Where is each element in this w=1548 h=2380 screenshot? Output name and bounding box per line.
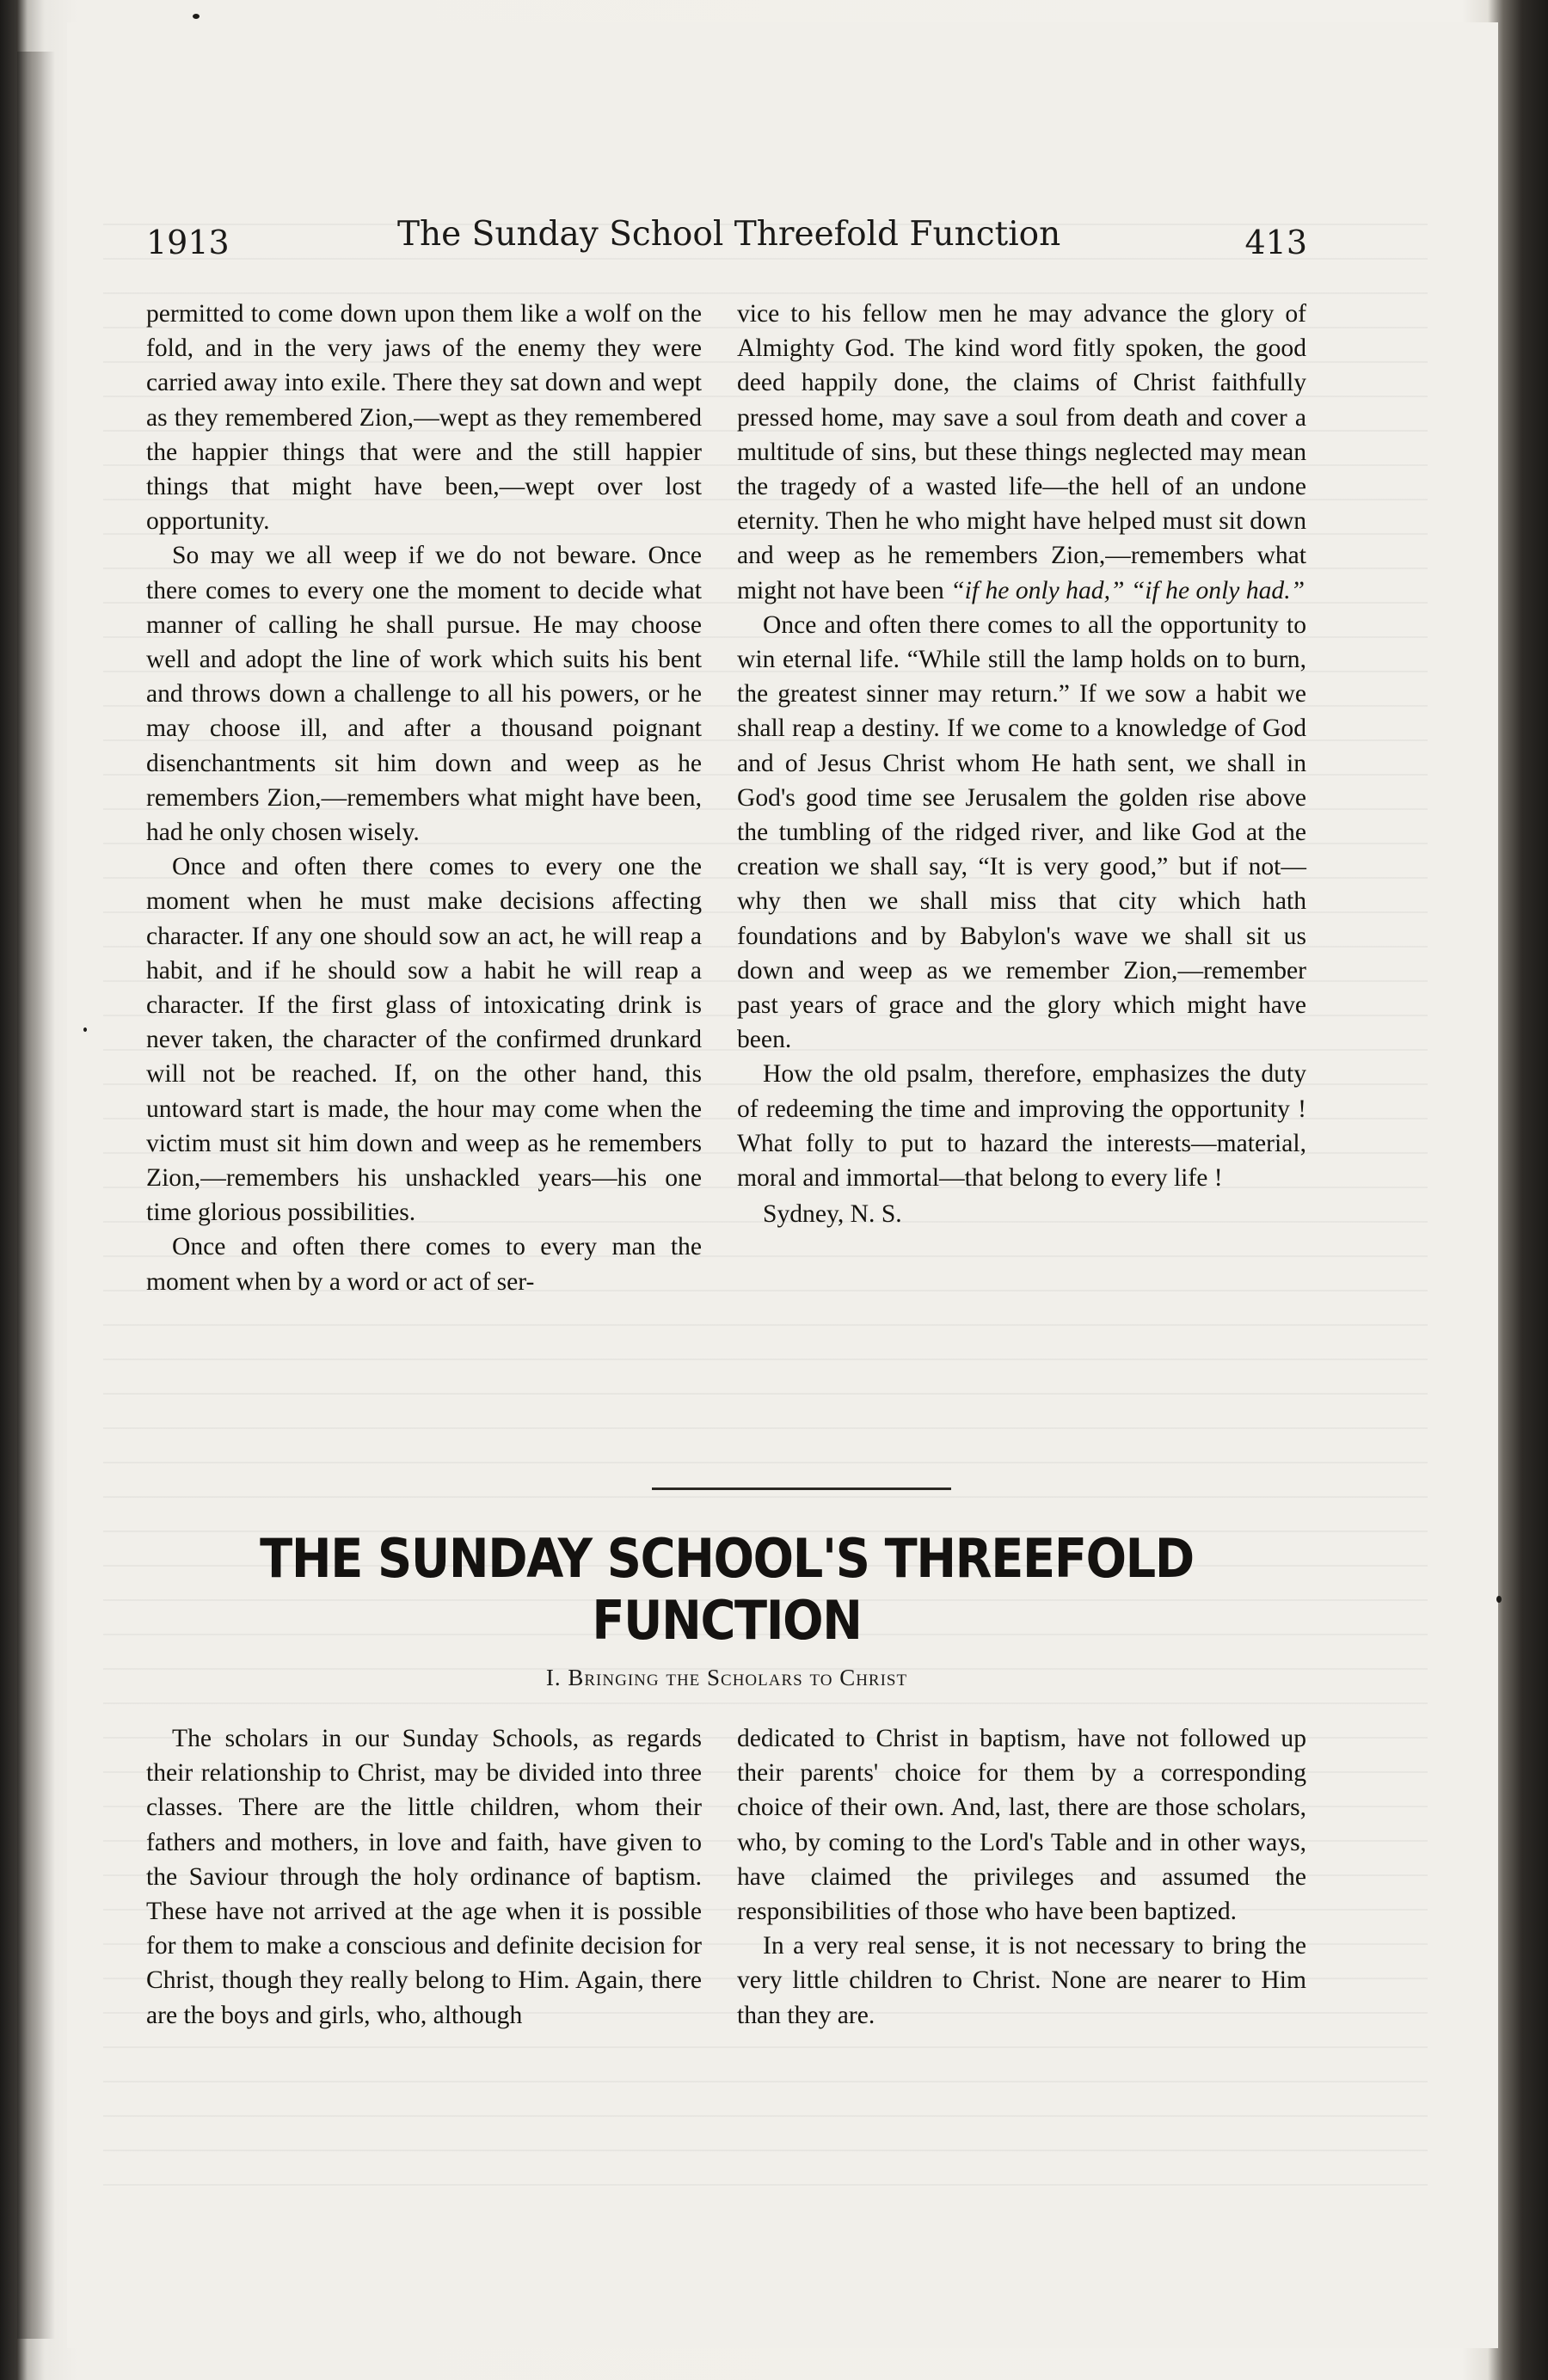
italic-quote: “if he only had.” [1130, 576, 1305, 604]
article-subtitle: I. Bringing the Scholars to Christ [545, 1665, 908, 1690]
paragraph: In a very real sense, it is not necessary to bring the very little children to Christ. None are nearer to Him than they are. [737, 1932, 1306, 2029]
article-right-column [737, 1721, 1306, 2033]
page-number: 413 [1244, 224, 1307, 261]
paragraph: permitted to come down upon them like a wolf on the fold, and in the very jaws of the enemy they were carried away into exile. There they sat down and wept as they remembered Zion,—wept as they remembered the happier things that were and the still happier things that might have been,—wept over lost opportunity. [146, 300, 702, 536]
running-head-year: 1913 [146, 224, 230, 261]
author-location: Sydney, N. S. [763, 1200, 902, 1229]
article-title-line: FUNCTION [592, 1589, 862, 1652]
italic-quote: “if he only had,” [950, 576, 1125, 604]
paragraph: How the old psalm, therefore, emphasizes the duty of redeeming the time and improving the opportunity ! What folly to put to hazard the interests—material, moral and immortal—that belong to every life ! [737, 1060, 1306, 1193]
article-title-line: THE SUNDAY SCHOOL'S THREEFOLD [260, 1527, 1194, 1590]
paragraph: Once and often there comes to every man the moment when by a word or act of ser- [146, 1233, 702, 1296]
paragraph-text: vice to his fellow men he may advance the glory of Almighty God. The kind word fitly spoken, the good deed happily done, the claims of Christ faithfully pressed home, may save a soul from death and cover a multitude of sins, but these things neglected may mean the tragedy of a wasted life—the hell of an undone eternity. Then he who might have helped must sit down and weep as he remembers Zion,—remembers what might not have been [737, 300, 1306, 604]
running-head-title: The Sunday School Threefold Function [397, 215, 1061, 254]
space [1124, 577, 1130, 604]
dust-speck [83, 1027, 87, 1032]
prev-article-right-column [737, 297, 1306, 1231]
running-head [146, 215, 1307, 267]
paragraph: dedicated to Christ in baptism, have not followed up their parents' choice for them by a corresponding choice of their own. And, last, there are those scholars, who, by coming to the Lord's Table and in other ways, have claimed the privileges and assumed the responsibilities of those who have been baptized. [737, 1725, 1306, 1926]
section-divider [652, 1488, 951, 1490]
dust-speck [1496, 1596, 1502, 1603]
paragraph: Once and often there comes to every one the moment when he must make decisions affecting character. If any one should sow an act, he will reap a habit, and if he should sow a habit he will reap a character. If the first glass of intoxicating drink is never taken, the character of the confirmed drunkard will not be reached. If, on the other hand, this untoward start is made, the hour may come when the victim must sit him down and weep as he remembers Zion,—remembers his unshackled years—his one time glorious possibilities. [146, 853, 702, 1227]
paragraph [737, 297, 1306, 608]
prev-article-left-column [146, 297, 702, 1299]
paragraph: Once and often there comes to all the opportunity to win eternal life. “While still the lamp holds on to burn, the greatest sinner may return.” If we sow a habit we shall reap a destiny. If we come to a knowledge of God and of Jesus Christ whom He hath sent, we shall in God's good time see Jerusalem the golden rise above the tumbling of the ridged river, and like God at the creation we shall say, “It is very good,” but if not—why then we shall miss that city which hath foundations and by Babylon's wave we shall sit us down and weep as we remember Zion,—remember past years of grace and the glory which might have been. [737, 610, 1306, 1054]
article-left-column [146, 1721, 702, 2033]
dust-speck [193, 14, 200, 19]
paragraph: So may we all weep if we do not beware. Once there comes to every one the moment to decide what manner of calling he shall pursue. He may choose well and adopt the line of work which suits his bent and throws down a challenge to all his powers, or he may choose ill, and after a thousand poignant disenchantments sit him down and weep as he remembers Zion,—remembers what might have been, had he only chosen wisely. [146, 542, 702, 847]
binding-gutter [17, 52, 55, 2339]
article-title [205, 1528, 1250, 1652]
paragraph: The scholars in our Sunday Schools, as regards their relationship to Christ, may be divided into three classes. There are the little children, whom their fathers and mothers, in love and faith, have given to the Saviour through the holy ordinance of baptism. These have not arrived at the age when it is possible for them to make a conscious and definite decision for Christ, though they really belong to Him. Again, there are the boys and girls, who, although [146, 1725, 702, 2029]
